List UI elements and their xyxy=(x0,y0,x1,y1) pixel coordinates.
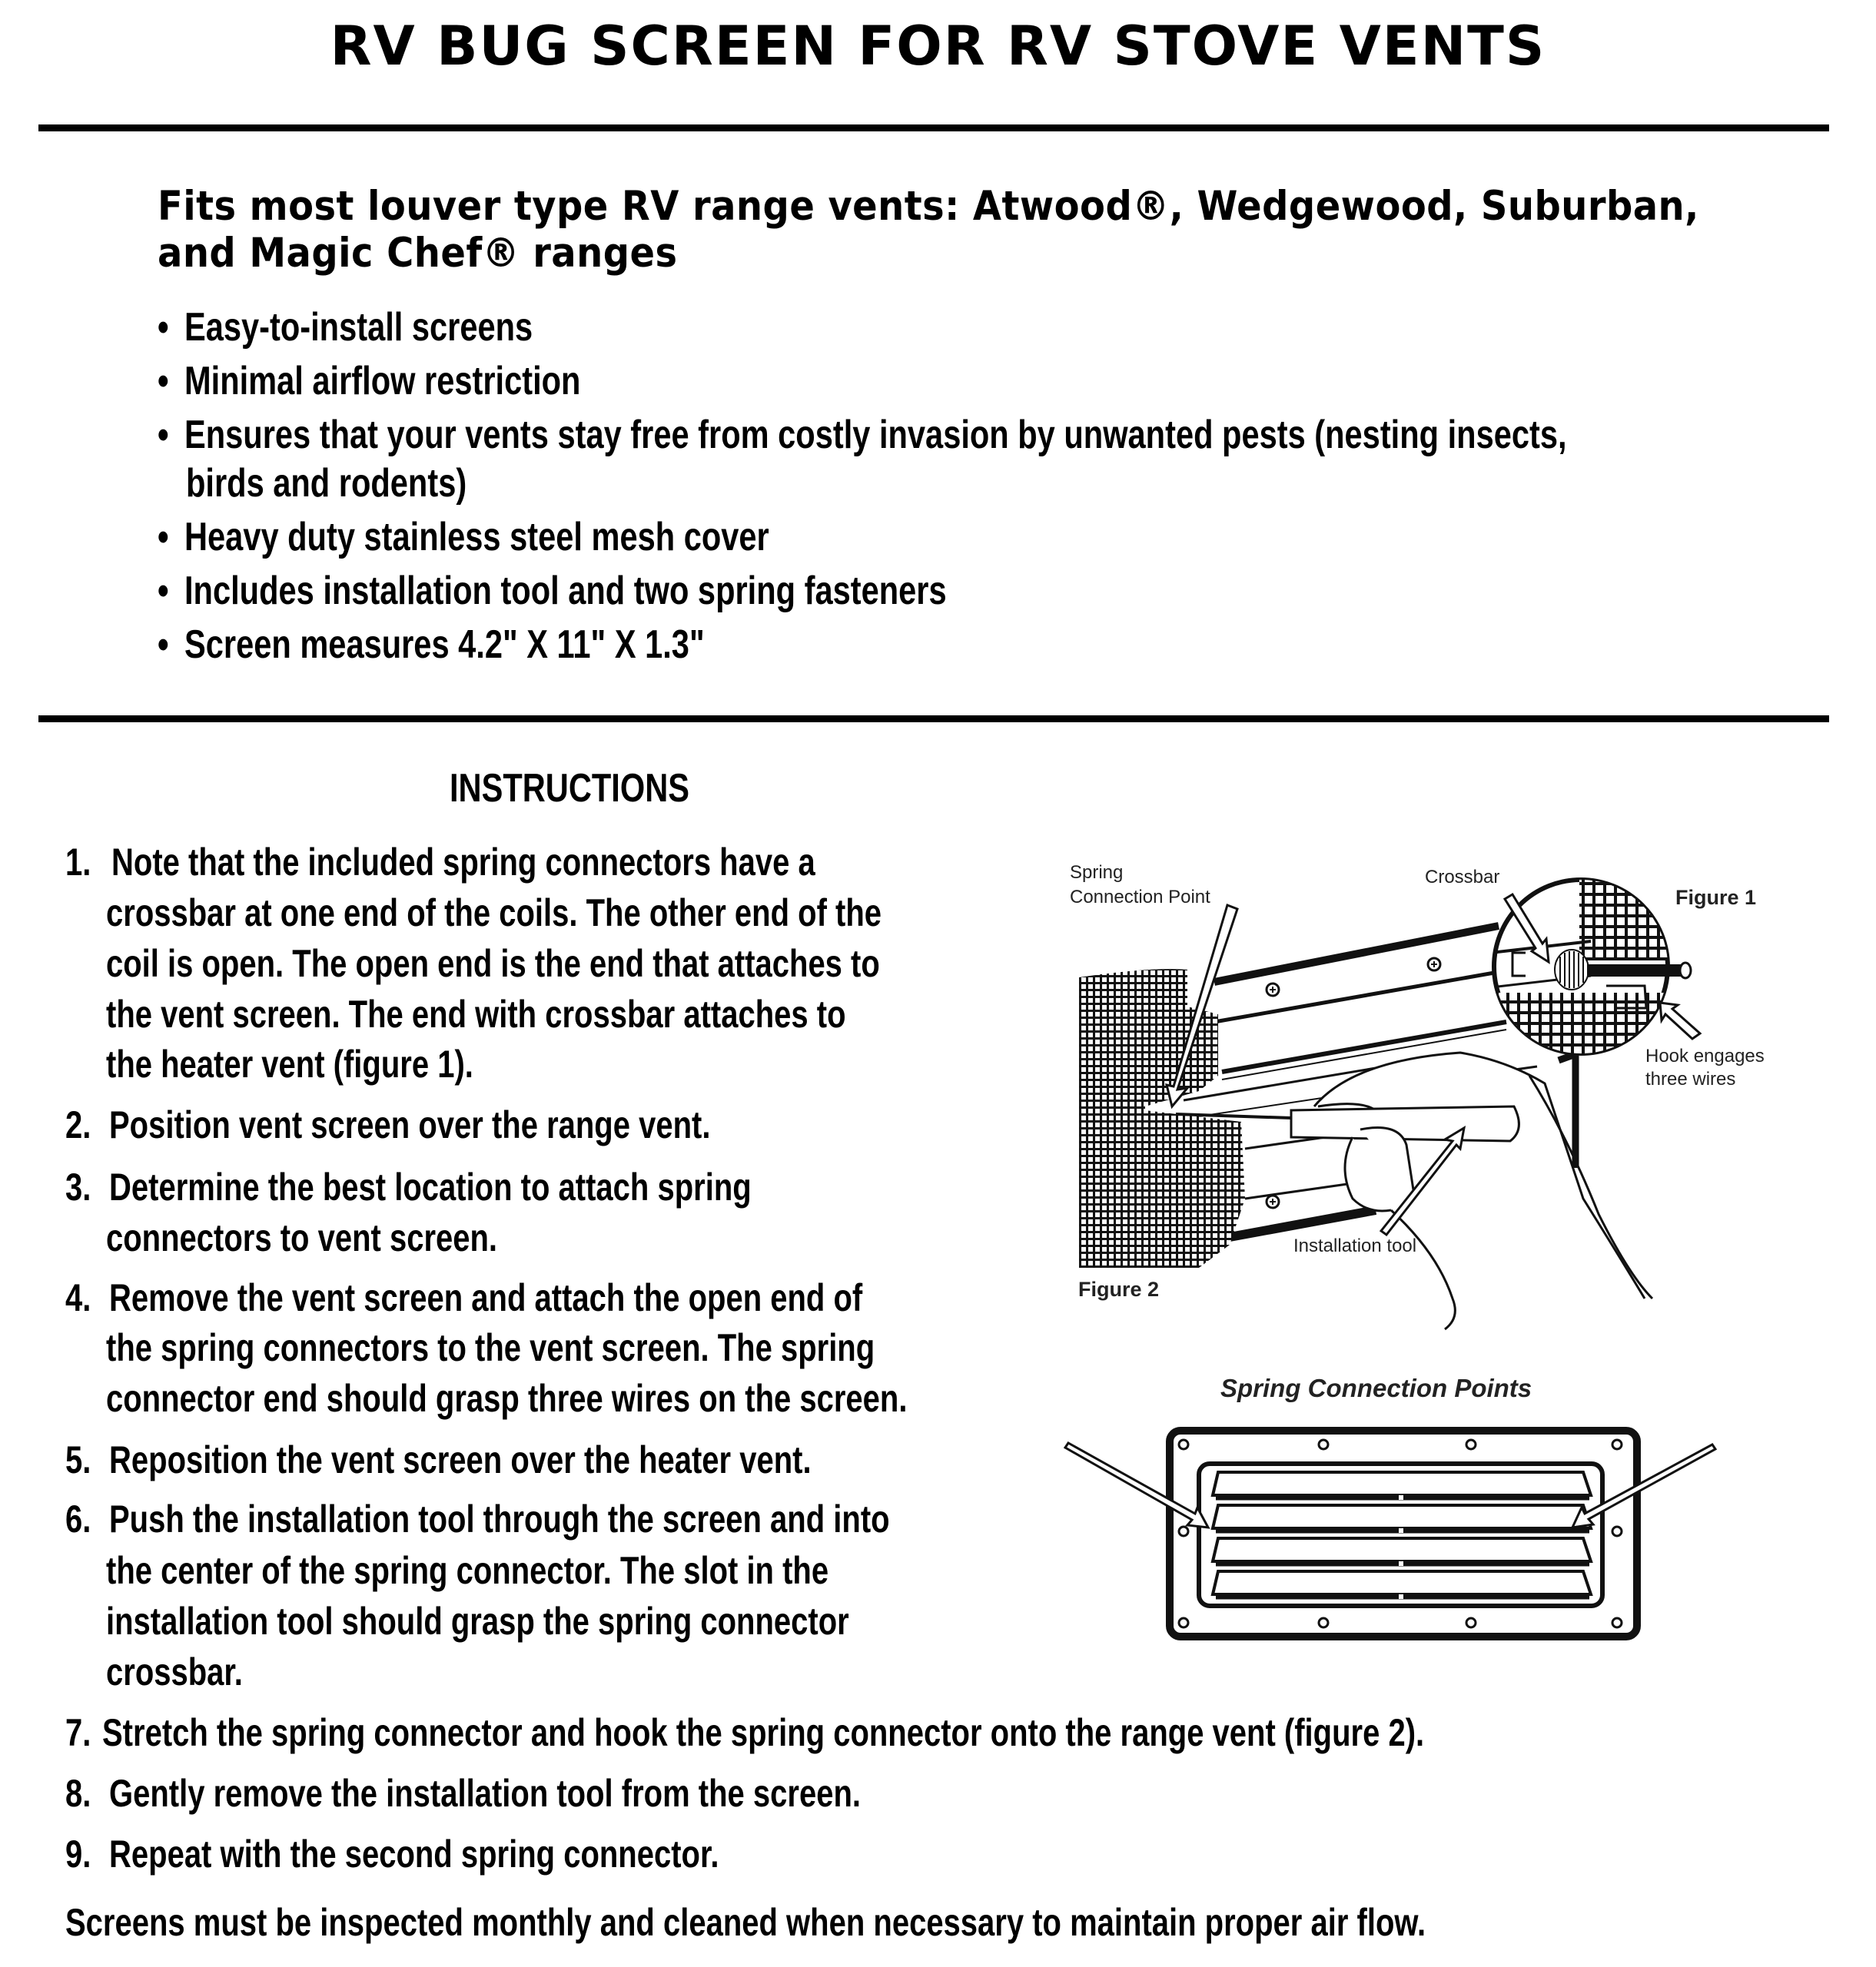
page-title: RV BUG SCREEN FOR RV STOVE VENTS xyxy=(330,15,1546,78)
compatibility-headline-line-1: Fits most louver type RV range vents: Atwood®, Wedgewood, Suburban, xyxy=(158,183,1699,230)
step-text: Reposition the vent screen over the heater vent. xyxy=(109,1438,812,1481)
feature-text: Easy-to-install screens xyxy=(184,305,533,350)
step-text: the heater vent (figure 1). xyxy=(106,1043,473,1086)
step-text: Note that the included spring connectors have a xyxy=(111,841,815,884)
spring-points-title: Spring Connection Points xyxy=(1220,1374,1532,1402)
step-text: crossbar at one end of the coils. The other end of the xyxy=(106,891,882,934)
bullet-icon: • xyxy=(158,569,169,613)
feature-text-continued: birds and rodents) xyxy=(186,461,467,506)
step-text: Repeat with the second spring connector. xyxy=(109,1833,719,1876)
step-text: connectors to vent screen. xyxy=(106,1216,498,1259)
step-number: 5. xyxy=(65,1438,91,1481)
figure-2-label: Figure 2 xyxy=(1078,1278,1160,1301)
step-text: installation tool should grasp the spring connector xyxy=(106,1600,849,1643)
step-number: 6. xyxy=(65,1498,91,1541)
step-number: 7. xyxy=(65,1711,91,1754)
feature-text: Minimal airflow restriction xyxy=(184,359,581,403)
step-text: connector end should grasp three wires on the screen. xyxy=(106,1377,908,1420)
step-text: the spring connectors to the vent screen. The spring xyxy=(106,1326,875,1369)
step-text: the center of the spring connector. The slot in the xyxy=(106,1549,829,1592)
callout-crossbar: Crossbar xyxy=(1425,867,1500,887)
step-text: the vent screen. The end with crossbar attaches to xyxy=(106,993,846,1036)
step-text: Push the installation tool through the screen and into xyxy=(109,1498,890,1541)
step-number: 8. xyxy=(65,1772,91,1815)
step-text: Remove the vent screen and attach the open end of xyxy=(109,1276,863,1319)
step-text: coil is open. The open end is the end that attaches to xyxy=(106,942,880,985)
feature-text: Ensures that your vents stay free from costly invasion by unwanted pests (nesting insects, xyxy=(184,413,1567,457)
feature-text: Screen measures 4.2" X 11" X 1.3" xyxy=(184,622,705,667)
callout-hook-line2: three wires xyxy=(1645,1069,1736,1090)
feature-text: Heavy duty stainless steel mesh cover xyxy=(184,515,769,559)
step-number: 1. xyxy=(65,841,91,884)
bullet-icon: • xyxy=(158,413,169,457)
step-text: Position vent screen over the range vent. xyxy=(109,1103,711,1146)
step-number: 3. xyxy=(65,1166,91,1209)
figure-1-label: Figure 1 xyxy=(1675,886,1757,909)
step-text: Stretch the spring connector and hook the spring connector onto the range vent (figure 2). xyxy=(102,1711,1425,1754)
bullet-icon: • xyxy=(158,515,169,559)
bullet-icon: • xyxy=(158,359,169,403)
step-number: 4. xyxy=(65,1276,91,1319)
step-text: Gently remove the installation tool from the screen. xyxy=(109,1772,861,1815)
compatibility-headline-line-2: and Magic Chef® ranges xyxy=(158,230,678,277)
maintenance-note: Screens must be inspected monthly and cleaned when necessary to maintain proper air flow. xyxy=(65,1901,1426,1944)
instructions-heading: INSTRUCTIONS xyxy=(450,766,689,811)
step-number: 9. xyxy=(65,1833,91,1876)
bullet-icon: • xyxy=(158,622,169,667)
callout-spring-connection-point-line2: Connection Point xyxy=(1070,887,1210,907)
step-text: crossbar. xyxy=(106,1650,243,1693)
callout-installation-tool: Installation tool xyxy=(1293,1236,1417,1256)
callout-hook: Hook engages xyxy=(1645,1046,1765,1066)
callout-spring-connection-point: Spring xyxy=(1070,862,1124,883)
feature-text: Includes installation tool and two spring fasteners xyxy=(184,569,947,613)
bullet-icon: • xyxy=(158,305,169,350)
step-number: 2. xyxy=(65,1103,91,1146)
step-text: Determine the best location to attach spring xyxy=(109,1166,752,1209)
